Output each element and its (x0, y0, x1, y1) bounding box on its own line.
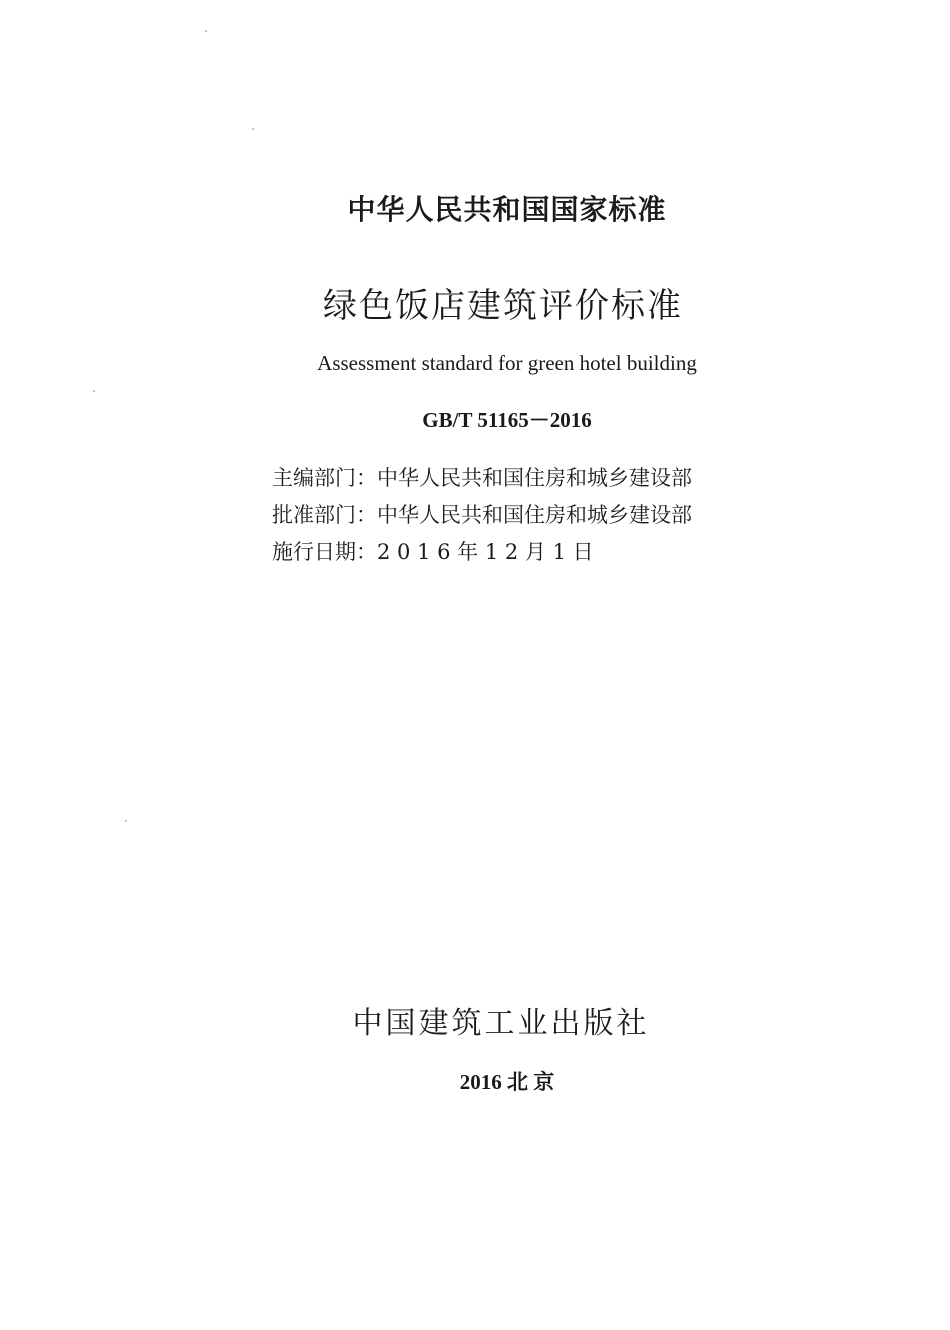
national-standard-heading: 中华人民共和国国家标准 (347, 193, 667, 226)
approval-department: 批准部门：中华人民共和国住房和城乡建设部 (272, 503, 692, 527)
scan-speck (125, 820, 127, 822)
scan-speck (93, 390, 95, 392)
english-title: Assessment standard for green hotel building (317, 351, 697, 375)
publication-year-place: 2016 北 京 (459, 1070, 555, 1094)
standard-code: GB/T 51165－2016 (422, 408, 592, 432)
effective-date: 施行日期：2 0 1 6 年 1 2 月 1 日 (272, 540, 594, 564)
chinese-title: 绿色饭店建筑评价标准 (323, 286, 683, 326)
scan-speck (205, 30, 207, 32)
publisher-name: 中国建筑工业出版社 (352, 1006, 650, 1041)
scan-speck (252, 128, 254, 130)
standard-details (272, 460, 692, 571)
chief-editing-department: 主编部门：中华人民共和国住房和城乡建设部 (272, 466, 692, 490)
